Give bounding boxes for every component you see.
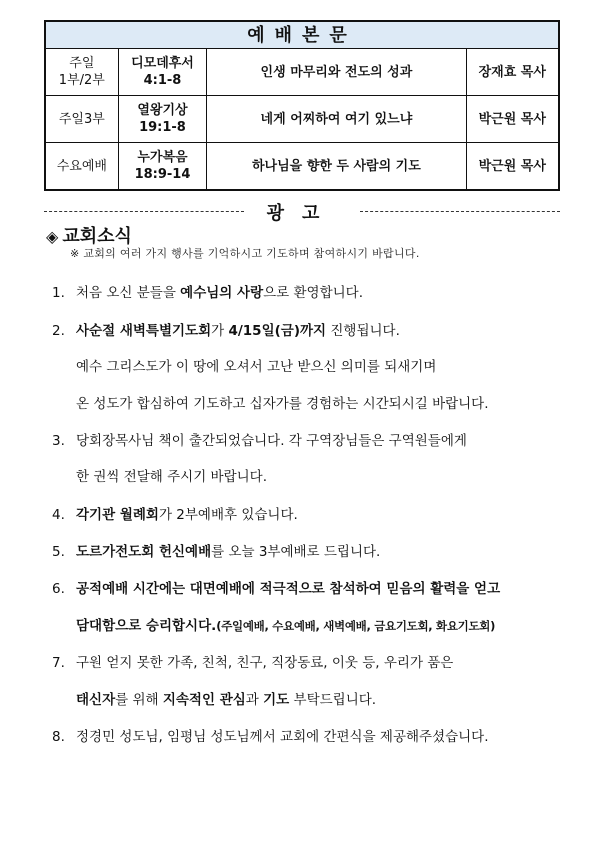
item-text: 구원 얻지 못한 가족, 친척, 친구, 직장동료, 이웃 등, 우리가 품은: [76, 655, 454, 671]
service-cell: [45, 49, 118, 96]
worship-table-title: 예배본문: [45, 21, 559, 49]
item-number: 8.: [52, 729, 65, 745]
item-text: 가: [211, 323, 229, 339]
item-emphasis: 예수님의 사랑: [180, 285, 264, 301]
diamond-icon: ◈: [46, 227, 59, 246]
service-cell: [45, 96, 118, 143]
news-title-text: 교회소식: [62, 226, 132, 247]
item-emphasis: 사순절 새벽특별기도회: [76, 323, 212, 339]
item-continuation: [76, 688, 376, 708]
service-cell: [45, 143, 118, 191]
service-label: 주일: [69, 56, 95, 71]
scripture-book: 디모데후서: [131, 56, 194, 71]
scripture-cell: [118, 143, 207, 191]
item-continuation: 한 권씩 전달해 주시기 바랍니다.: [76, 469, 267, 485]
item-text: 가 2부예배후 있습니다.: [158, 507, 298, 523]
list-item: [52, 577, 500, 597]
item-continuation: [76, 614, 495, 634]
scripture-book: 열왕기상: [137, 103, 188, 118]
worship-table: [44, 20, 560, 191]
preacher: 박근원 목사: [466, 96, 559, 143]
item-text: 진행됩니다.: [326, 323, 400, 339]
item-text: 를 위해: [115, 692, 163, 708]
item-number: 1.: [52, 285, 65, 301]
sermon-title: 하나님을 향한 두 사람의 기도: [207, 143, 466, 191]
item-emphasis: 지속적인 관심: [162, 692, 246, 708]
item-emphasis: 담대함으로 승리합시다.: [76, 618, 217, 634]
scripture-book: 누가복음: [137, 150, 188, 165]
table-row: [45, 143, 559, 191]
list-item: [52, 725, 489, 745]
list-item: [52, 503, 298, 523]
scripture-verse: 4:1-8: [143, 73, 182, 88]
item-emphasis: 기도: [263, 692, 290, 708]
item-continuation: 예수 그리스도가 이 땅에 오셔서 고난 받으신 의미를 되새기며: [76, 359, 437, 375]
item-text: 과: [245, 692, 264, 708]
item-number: 7.: [52, 655, 65, 671]
item-text: 를 오늘 3부예배로 드립니다.: [211, 544, 381, 560]
item-emphasis: (주일예배, 수요예배, 새벽예배, 금요기도회, 화요기도회): [216, 619, 496, 633]
news-note: ※ 교회의 여러 가지 행사를 기억하시고 기도하며 참여하시기 바랍니다.: [70, 247, 420, 260]
table-row: [45, 96, 559, 143]
item-number: 2.: [52, 323, 65, 339]
ad-heading: 광고: [266, 203, 338, 224]
preacher: 박근원 목사: [466, 143, 559, 191]
list-item: [52, 540, 380, 560]
list-item: [52, 651, 453, 671]
item-number: 4.: [52, 507, 65, 523]
list-item: [52, 281, 363, 301]
item-number: 3.: [52, 433, 65, 449]
item-emphasis: 공적예배 시간에는 대면예배에 적극적으로 참석하여 믿음의 활력을 얻고: [76, 581, 501, 597]
table-row: [45, 49, 559, 96]
preacher: 장재효 목사: [466, 49, 559, 96]
list-item: [52, 319, 400, 339]
item-text: 으로 환영합니다.: [263, 285, 363, 301]
item-emphasis: 도르가전도회 헌신예배: [76, 544, 212, 560]
item-emphasis: 4/15일(금)까지: [228, 323, 327, 339]
item-text: 당회장목사님 책이 출간되었습니다. 각 구역장님들은 구역원들에게: [76, 433, 467, 449]
service-label: 1부/2부: [58, 73, 105, 88]
item-emphasis: 각기관 월례회: [76, 507, 159, 523]
sermon-title: 네게 어찌하여 여기 있느냐: [207, 96, 466, 143]
item-number: 6.: [52, 581, 65, 597]
sermon-title: 인생 마무리와 전도의 성과: [207, 49, 466, 96]
item-text: 부탁드립니다.: [289, 692, 377, 708]
item-text: 정경민 성도님, 임평님 성도님께서 교회에 간편식을 제공해주셨습니다.: [76, 729, 489, 745]
scripture-cell: [118, 49, 207, 96]
list-item: [52, 429, 467, 449]
scripture-cell: [118, 96, 207, 143]
item-text: 처음 오신 분들을: [76, 285, 181, 301]
scripture-verse: 19:1-8: [139, 120, 186, 135]
item-continuation: 온 성도가 합심하여 기도하고 십자가를 경험하는 시간되시길 바랍니다.: [76, 396, 489, 412]
scripture-verse: 18:9-14: [134, 167, 191, 182]
ad-divider: [44, 199, 560, 223]
dashed-rule: [360, 211, 560, 212]
service-label: 수요예배: [56, 158, 107, 174]
item-number: 5.: [52, 544, 65, 560]
item-emphasis: 태신자: [76, 692, 116, 708]
service-label: 주일3부: [58, 111, 105, 127]
